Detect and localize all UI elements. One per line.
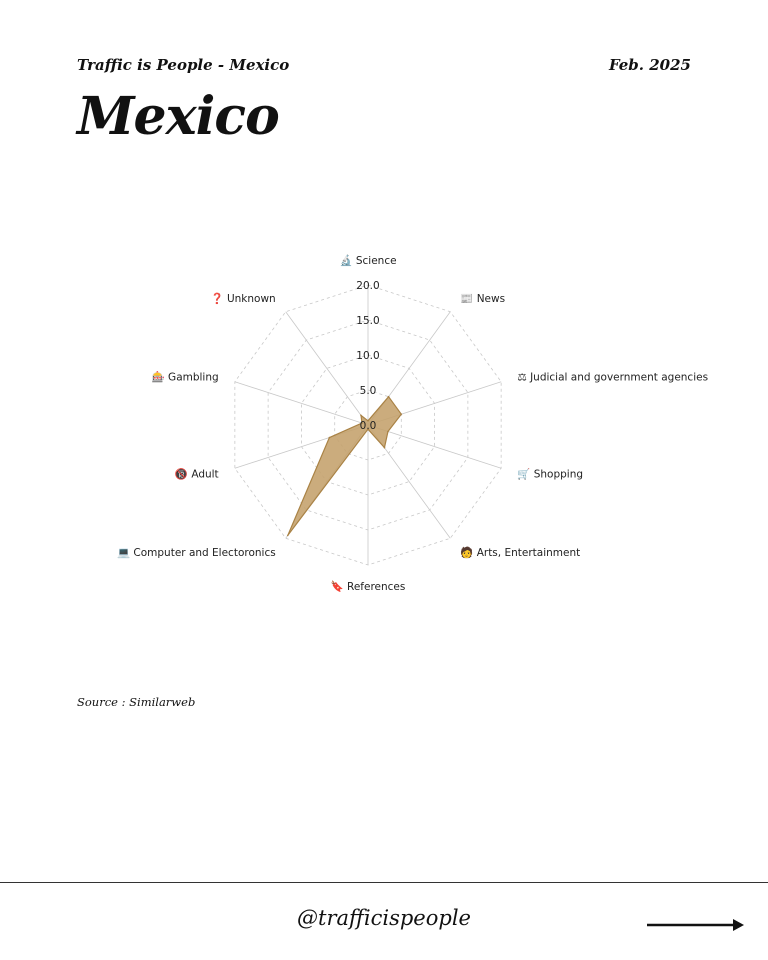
category-label-6: 💻 Computer and Electoronics xyxy=(117,547,276,560)
source-note: Source : Similarweb xyxy=(77,695,196,709)
data-point-7 xyxy=(329,437,331,439)
category-label-5: 🔖 References xyxy=(330,581,406,593)
category-label-4: 🧑 Arts, Entertainment xyxy=(460,547,581,560)
tick-label-4: 20.0 xyxy=(356,280,380,292)
grid-spoke-9 xyxy=(286,312,368,425)
data-point-4 xyxy=(384,447,386,449)
footer-divider xyxy=(0,882,768,883)
tick-label-2: 10.0 xyxy=(356,350,380,362)
category-label-2: ⚖ Judicial and government agencies xyxy=(517,371,709,384)
tick-label-1: 5.0 xyxy=(359,385,377,397)
footer-handle[interactable]: @trafficispeople xyxy=(297,906,471,930)
tick-label-3: 15.0 xyxy=(356,315,380,327)
data-point-1 xyxy=(388,396,390,398)
category-label-3: 🛒 Shopping xyxy=(517,468,584,481)
category-label-1: 📰 News xyxy=(460,292,506,305)
data-point-2 xyxy=(400,413,402,415)
subtitle: Traffic is People - Mexico xyxy=(77,56,290,74)
category-label-8: 🎰 Gambling xyxy=(151,371,219,384)
data-point-6 xyxy=(287,535,289,537)
date-label: Feb. 2025 xyxy=(608,56,691,74)
page-title: Mexico xyxy=(77,86,279,147)
data-point-9 xyxy=(360,415,362,417)
arrow-right-icon[interactable] xyxy=(645,915,745,935)
data-point-3 xyxy=(387,431,389,433)
tick-label-0: 0.0 xyxy=(359,420,377,432)
category-label-9: ❓ Unknown xyxy=(210,292,276,305)
category-label-7: 🔞 Adult xyxy=(174,468,219,481)
category-label-0: 🔬 Science xyxy=(339,255,397,267)
